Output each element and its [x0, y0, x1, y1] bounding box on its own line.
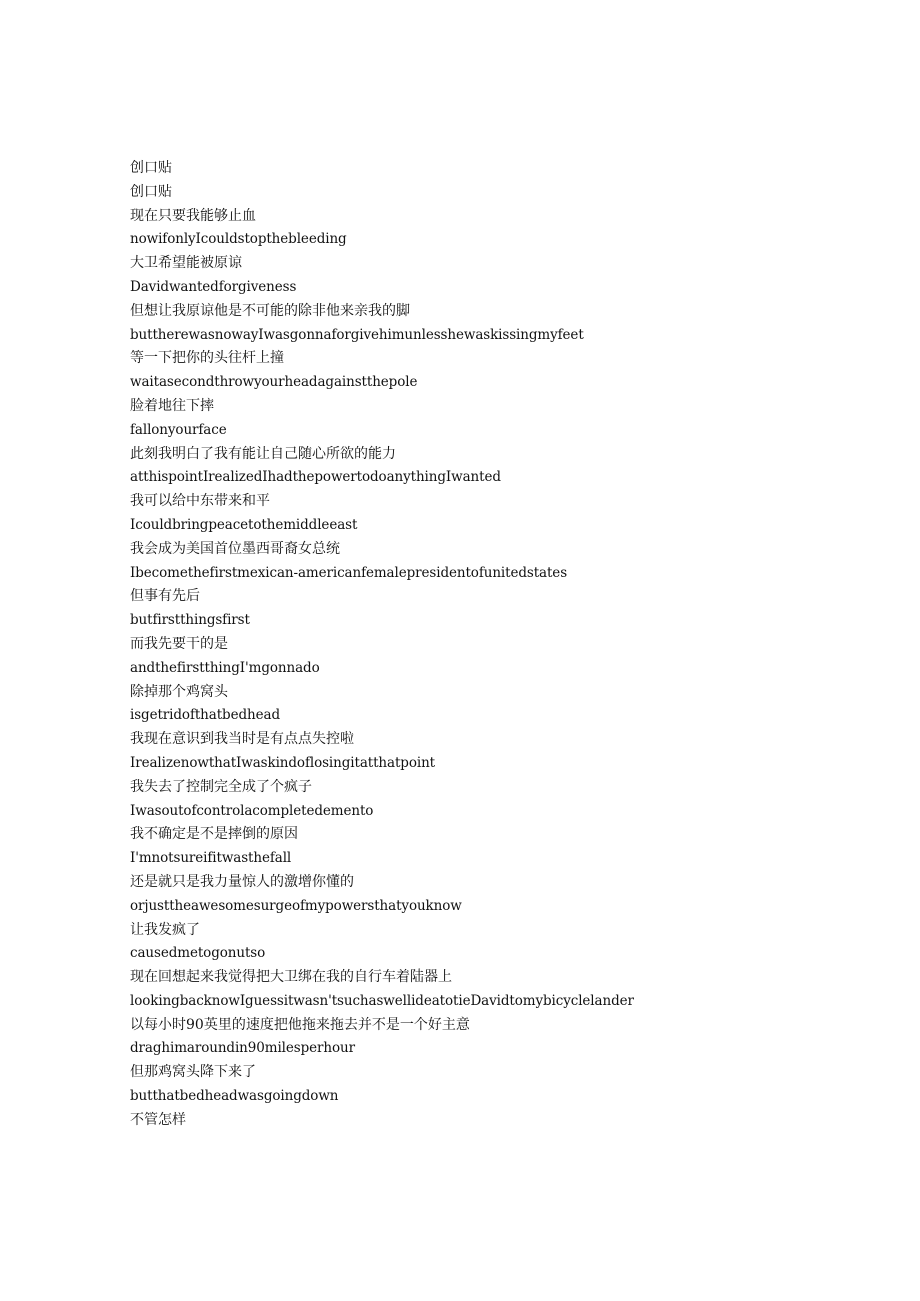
transcript-line: 但事有先后: [130, 588, 200, 605]
transcript-line: 我现在意识到我当时是有点点失控啦: [130, 731, 354, 748]
transcript-line: 让我发疯了: [130, 921, 200, 938]
transcript-line: 但那鸡窝头降下来了: [130, 1064, 256, 1081]
transcript-line: 我不确定是不是摔倒的原因: [130, 826, 298, 843]
transcript-line: 但想让我原谅他是不可能的除非他来亲我的脚: [130, 302, 410, 319]
transcript-line: 不管怎样: [130, 1111, 186, 1128]
transcript-line: I'mnotsureifitwasthefall: [130, 850, 292, 867]
transcript-line: 大卫希望能被原谅: [130, 255, 242, 272]
transcript-line: IrealizenowthatIwaskindoflosingitatthatpoint: [130, 754, 435, 771]
transcript-line: 此刻我明白了我有能让自己随心所欲的能力: [130, 445, 396, 462]
transcript-line: andthefirstthingI'mgonnado: [130, 659, 320, 676]
transcript-line: lookingbacknowIguessitwasn'tsuchaswellideatotieDavidtomybicyclelander: [130, 992, 634, 1009]
transcript-line: 等一下把你的头往杆上撞: [130, 350, 284, 367]
transcript-line: 而我先要干的是: [130, 635, 228, 652]
transcript-line: 我失去了控制完全成了个疯子: [130, 778, 312, 795]
transcript-line: 以每小时90英里的速度把他拖来拖去并不是一个好主意: [130, 1016, 470, 1033]
transcript-line: Icouldbringpeacetothemiddleeast: [130, 516, 358, 533]
transcript-line: 除掉那个鸡窝头: [130, 683, 228, 700]
transcript-line: waitasecondthrowyourheadagainstthepole: [130, 374, 418, 391]
transcript-line: 创口贴: [130, 160, 172, 176]
transcript-line: 我可以给中东带来和平: [130, 493, 270, 510]
subtitle-transcript: [130, 157, 850, 1133]
transcript-line: atthispointIrealizedIhadthepowertodoanythingIwanted: [130, 469, 501, 486]
transcript-line: fallonyourface: [130, 421, 227, 438]
transcript-line: buttherewasnowayIwasgonnaforgivehimunlesshewaskissingmyfeet: [130, 326, 584, 343]
transcript-line: causedmetogonutso: [130, 945, 266, 962]
transcript-line: 我会成为美国首位墨西哥裔女总统: [130, 540, 340, 557]
transcript-line: isgetridofthatbedhead: [130, 707, 280, 724]
transcript-line: 创口贴: [130, 183, 172, 200]
transcript-line: draghimaroundin90milesperhour: [130, 1040, 355, 1057]
transcript-line: 现在只要我能够止血: [130, 207, 256, 224]
transcript-line: Davidwantedforgiveness: [130, 278, 297, 295]
transcript-line: nowifonlyIcouldstopthebleeding: [130, 231, 347, 248]
transcript-line: Iwasoutofcontrolacompletedemento: [130, 802, 374, 819]
transcript-line: butthatbedheadwasgoingdown: [130, 1088, 339, 1105]
transcript-line: butfirstthingsfirst: [130, 612, 250, 629]
transcript-line: orjusttheawesomesurgeofmypowersthatyouknow: [130, 897, 462, 914]
transcript-line: 现在回想起来我觉得把大卫绑在我的自行车着陆器上: [130, 969, 452, 986]
transcript-line: 还是就只是我力量惊人的激增你懂的: [130, 873, 354, 890]
transcript-line: 脸着地往下摔: [130, 397, 214, 414]
transcript-line: Ibecomethefirstmexican-americanfemalepresidentofunitedstates: [130, 564, 568, 581]
